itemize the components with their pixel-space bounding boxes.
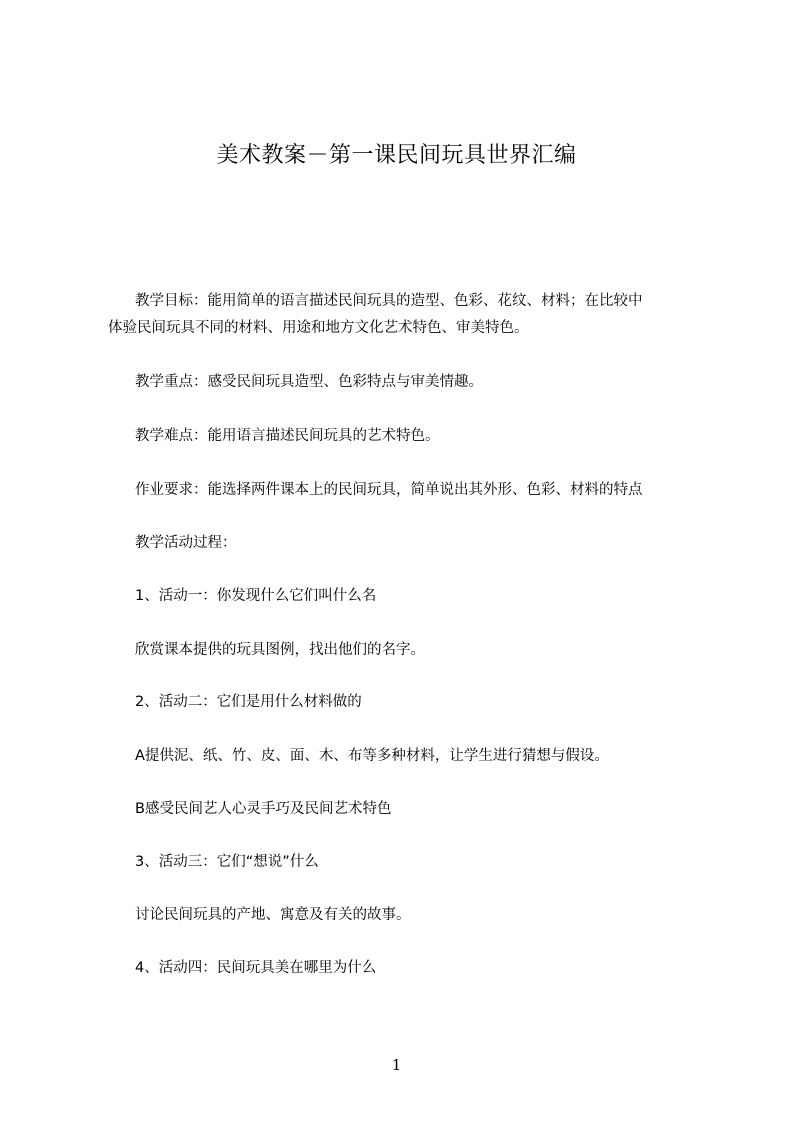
paragraph-teaching-goal-cont: 体验民间玩具不同的材料、用途和地方文化艺术特色、审美特色。 (108, 320, 529, 336)
paragraph-key-points: 教学重点：感受民间玩具造型、色彩特点与审美情趣。 (135, 374, 483, 390)
activity-two-heading: 2、活动二：它们是用什么材料做的 (135, 694, 362, 710)
activity-four-heading: 4、活动四：民间玩具美在哪里为什么 (135, 960, 377, 976)
activity-one-text: 欣赏课本提供的玩具图例，找出他们的名字。 (135, 642, 425, 658)
activity-two-item-b: B感受民间艺人心灵手巧及民间艺术特色 (135, 801, 392, 817)
paragraph-difficulties: 教学难点：能用语言描述民间玩具的艺术特色。 (135, 428, 440, 444)
activity-three-text: 讨论民间玩具的产地、寓意及有关的故事。 (135, 907, 411, 923)
page-number: 1 (391, 1056, 402, 1074)
activity-one-heading: 1、活动一：你发现什么它们叫什么名 (135, 588, 377, 604)
paragraph-teaching-goal: 教学目标：能用简单的语言描述民间玩具的造型、色彩、花纹、材料；在比较中 (135, 293, 643, 309)
paragraph-homework: 作业要求：能选择两件课本上的民间玩具，简单说出其外形、色彩、材料的特点 (135, 482, 643, 498)
activity-two-item-a: A提供泥、纸、竹、皮、面、木、布等多种材料，让学生进行猜想与假设。 (135, 748, 609, 764)
document-title: 美术教案－第一课民间玩具世界汇编 (216, 143, 577, 168)
activity-three-heading: 3、活动三：它们“想说”什么 (135, 854, 319, 870)
paragraph-process-heading: 教学活动过程： (135, 535, 237, 551)
